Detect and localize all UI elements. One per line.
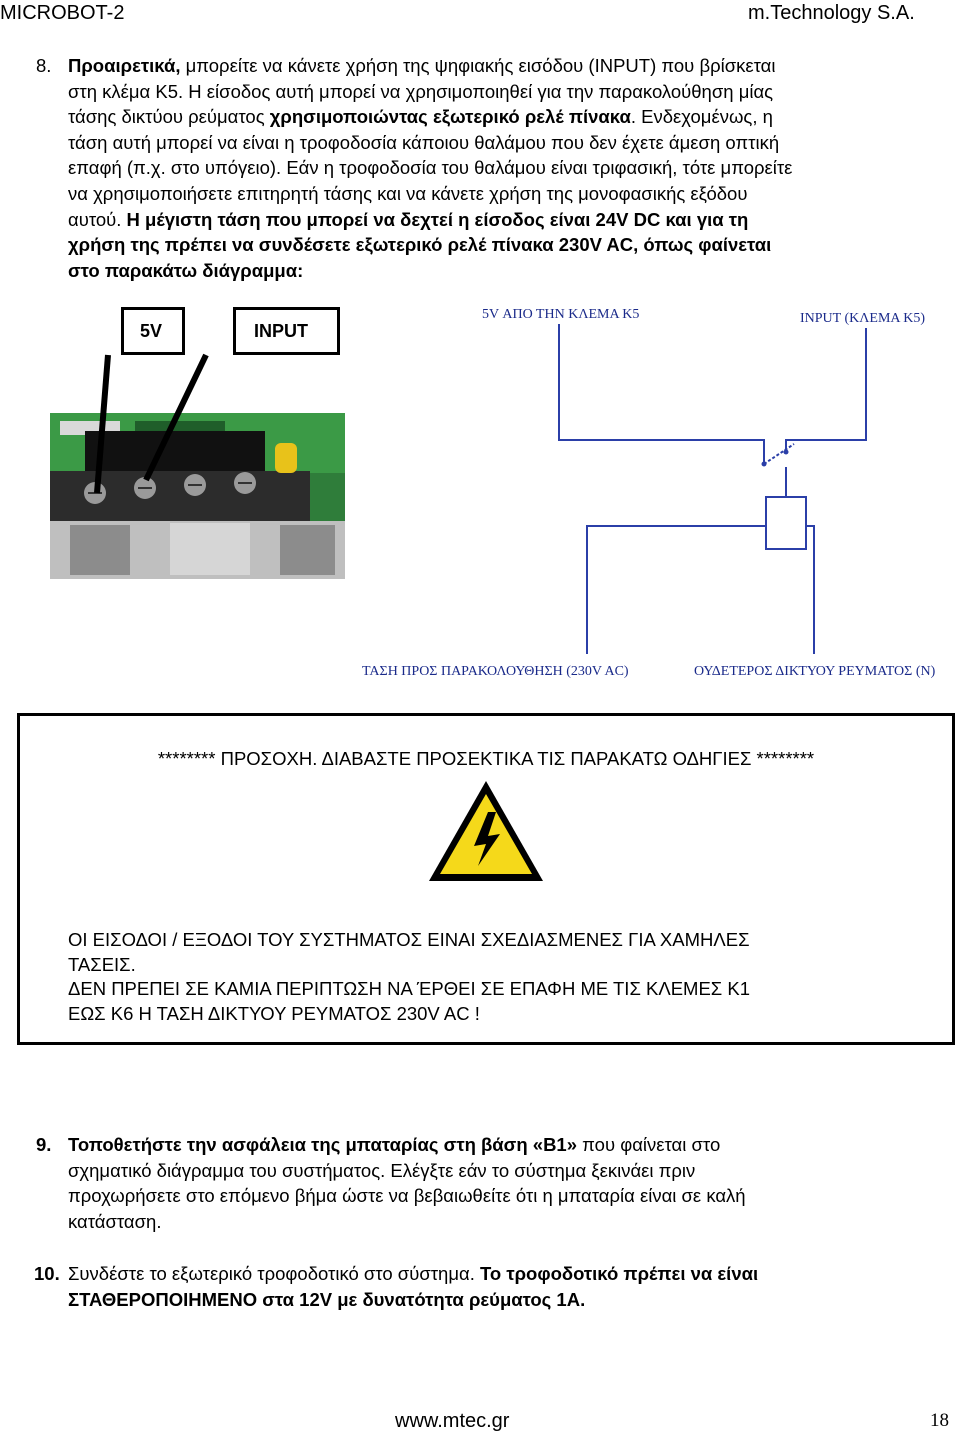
schem-label-5v: 5V ΑΠΟ ΤΗΝ ΚΛΕΜΑ K5 — [482, 307, 640, 322]
text-line: τάση αυτή μπορεί να είναι η τροφοδοσία κάποιου θαλάμου που δεν έχετε άμεση οπτική — [68, 131, 780, 153]
high-voltage-warning-icon — [426, 778, 546, 884]
text-line: επαφή (π.χ. στο υπόγειο). Εάν η τροφοδοσία του θαλάμου είναι τριφασική, τότε μπορείτε — [68, 157, 793, 179]
footer-website: www.mtec.gr — [395, 1410, 510, 1432]
text-line: Συνδέστε το εξωτερικό τροφοδοτικό στο σύστημα. Το τροφοδοτικό πρέπει να είναι — [68, 1263, 759, 1284]
warning-title: ******** ΠΡΟΣΟΧΗ. ΔΙΑΒΑΣΤΕ ΠΡΟΣΕΚΤΙΚΑ ΤΙΣ ΠΑΡΑΚΑΤΩ ΟΔΗΓΙΕΣ ******** — [157, 748, 815, 769]
text-line: αυτού. Η μέγιστη τάση που μπορεί να δεχτεί η είσοδος είναι 24V DC και για τη — [68, 208, 749, 230]
warning-box — [17, 713, 955, 1045]
label-5v-box: 5V — [121, 307, 185, 355]
warning-text: ΟΙ ΕΙΣΟΔΟΙ / ΕΞΟΔΟΙ ΤΟΥ ΣΥΣΤΗΜΑΤΟΣ ΕΙΝΑΙ ΣΧΕΔΙΑΣΜΕΝΕΣ ΓΙΑ ΧΑΜΗΛΕΣ ΤΑΣΕΙΣ. ΔΕΝ ΠΡΕΠΕΙ ΣΕ ΚΑΜΙΑ ΠΕΡΙΠΤΩΣΗ ΝΑ ΈΡΘΕΙ ΣΕ ΕΠΑΦΗ ΜΕ ΤΙΣ ΚΛΕΜΕΣ Κ1 ΕΩΣ Κ6 Η ΤΑΣΗ ΔΙΚΤΥΟΥ ΡΕΥΜΑΤΟΣ 230V AC ! — [68, 929, 751, 1024]
text-line: Τοποθετήστε την ασφάλεια της μπαταρίας στη βάση «B1» που φαίνεται στο — [68, 1134, 721, 1155]
text-line: ΣΤΑΘΕΡΟΠΟΙΗΜΕΝΟ στα 12V με δυνατότητα ρεύματος 1A. — [68, 1288, 586, 1310]
text-line: χρήση της πρέπει να συνδέσετε εξωτερικό ρελέ πίνακα 230V AC, όπως φαίνεται — [68, 234, 772, 256]
text-line: σχηματικό διάγραμμα του συστήματος. Ελέγξτε εάν το σύστημα ξεκινάει πριν — [68, 1159, 696, 1181]
label-input-box: INPUT — [233, 307, 340, 355]
text-line: προχωρήσετε στο επόμενο βήμα ώστε να βεβαιωθείτε ότι η μπαταρία είναι σε καλή — [68, 1185, 746, 1207]
schem-label-neutral: ΟΥΔΕΤΕΡΟΣ ΔΙΚΤΥΟΥ ΡΕΥΜΑΤΟΣ (N) — [694, 664, 936, 679]
text-line: τάσης δικτύου ρεύματος χρησιμοποιώντας εξωτερικό ρελέ πίνακα. Ενδεχομένως, η — [68, 106, 773, 128]
step-number: 9. — [36, 1134, 52, 1155]
text-line: στο παρακάτω διάγραμμα: — [68, 259, 304, 281]
text-line: να χρησιμοποιήσετε επιτηρητή τάσης και να κάνετε χρήση της μονοφασικής εξόδου — [68, 182, 748, 204]
header-company: m.Technology S.A. — [748, 2, 915, 24]
step-number: 10. — [34, 1263, 60, 1284]
schem-label-input: INPUT (ΚΛΕΜΑ K5) — [800, 311, 926, 326]
step-number: 8. — [36, 55, 52, 76]
text-line: Προαιρετικά, μπορείτε να κάνετε χρήση της ψηφιακής εισόδου (INPUT) που βρίσκεται — [68, 55, 776, 76]
header-doc-title: MICROBOT-2 — [0, 2, 125, 24]
schem-label-monitored: ΤΑΣΗ ΠΡΟΣ ΠΑΡΑΚΟΛΟΥΘΗΣΗ (230V AC) — [362, 664, 629, 679]
step-8 — [36, 53, 948, 283]
step-10 — [34, 1261, 948, 1312]
board-terminal-photo — [50, 413, 345, 579]
text-line: κατάσταση. — [68, 1210, 162, 1232]
step-9 — [36, 1132, 948, 1234]
relay-schematic — [354, 292, 958, 688]
text-line: στη κλέμα K5. Η είσοδος αυτή μπορεί να χρησιμοποιηθεί για την παρακολούθηση μίας — [68, 80, 774, 102]
page-number: 18 — [930, 1410, 949, 1431]
